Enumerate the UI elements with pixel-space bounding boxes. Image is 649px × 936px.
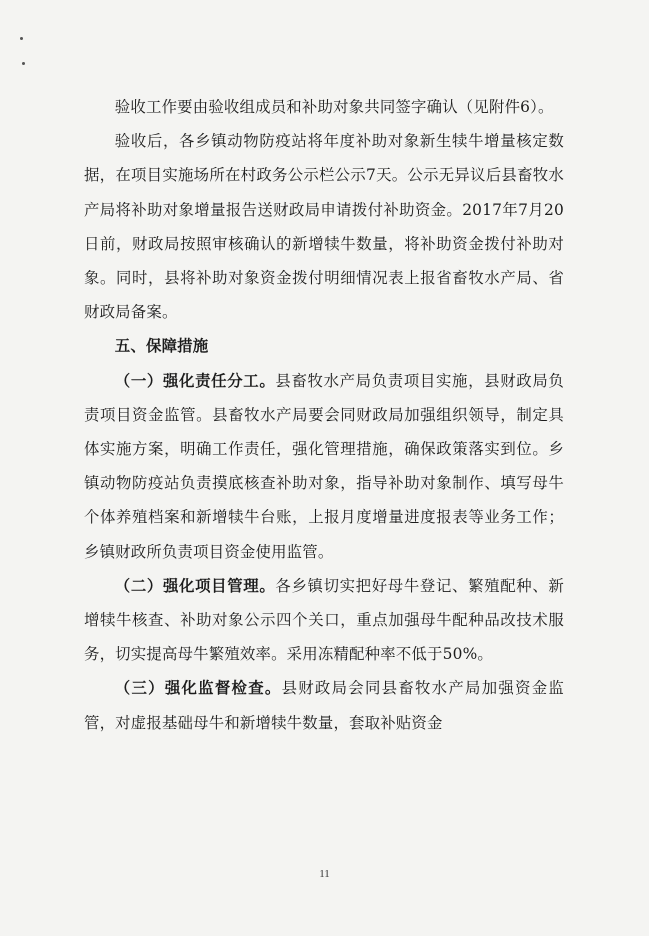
subheading-responsibility: （一）强化责任分工。 [114, 371, 276, 390]
paragraph-project-management [84, 569, 564, 672]
page-number: 11 [319, 868, 330, 880]
scan-speck [22, 62, 25, 65]
paragraph-acceptance-signature: 验收工作要由验收组成员和补助对象共同签字确认（见附件6）。 [114, 98, 554, 116]
paragraph-responsibility-body: 县畜牧水产局负责项目实施，县财政局负责项目资金监管。县畜牧水产局要会同财政局加强组织领导，制定具体实施方案，明确工作责任，强化管理措施，确保政策落实到位。乡镇动物防疫站负责摸底核查补助对象，指导补助对象制作、填写母牛个体养殖档案和新增犊牛台账，上报月度增量进度报表等业务工作；乡镇财政所负责项目资金使用监管。 [84, 371, 564, 561]
paragraph-responsibility [84, 364, 564, 569]
subheading-project-management: （二）强化项目管理。 [114, 576, 276, 595]
body-text [84, 90, 564, 740]
paragraph-acceptance-publicity: 验收后，各乡镇动物防疫站将年度补助对象新生犊牛增量核定数据，在项目实施场所在村政务公示栏公示7天。公示无异议后县畜牧水产局将补助对象增量报告送财政局申请拨付补助资金。2017年7月20日前，财政局按照审核确认的新增犊牛数量，将补助资金拨付补助对象。同时，县将补助对象资金拨付明细情况表上报省畜牧水产局、省财政局备案。 [84, 132, 564, 322]
scan-speck [20, 37, 23, 40]
paragraph-supervision [84, 671, 564, 739]
paragraph-supervision-body: 县财政局会同县畜牧水产局加强资金监管，对虚报基础母牛和新增犊牛数量，套取补贴资金 [84, 679, 564, 732]
subheading-supervision: （三）强化监督检查。 [114, 679, 282, 698]
paragraph-project-management-body: 各乡镇切实把好母牛登记、繁殖配种、新增犊牛核查、补助对象公示四个关口，重点加强母牛配种品改技术服务，切实提高母牛繁殖效率。采用冻精配种率不低于50%。 [84, 576, 564, 664]
section-heading: 五、保障措施 [114, 337, 209, 356]
